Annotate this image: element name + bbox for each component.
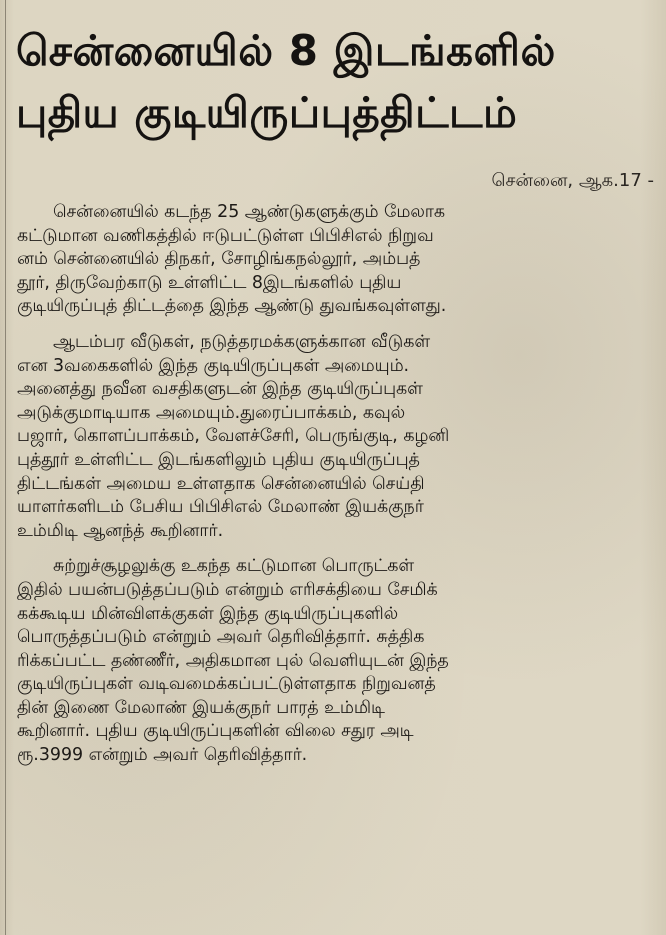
text-line: அடுக்குமாடியாக அமையும்.துரைப்பாக்கம், கவுல் — [17, 402, 406, 423]
text-line: ரூ.3999 என்றும் அவர் தெரிவித்தார். — [17, 745, 308, 766]
paragraph-1 — [17, 201, 655, 319]
text-line: பஜார், கொளப்பாக்கம், வேளச்சேரி, பெருங்குடி, கழனி — [17, 426, 450, 447]
text-line: என 3வகைகளில் இந்த குடியிருப்புகள் அமையும். — [17, 355, 410, 376]
text-line: உம்மிடி ஆனந்த் கூறினார். — [17, 520, 224, 541]
text-line: குடியிருப்புகள் வடிவமைக்கப்பட்டுள்ளதாக நிறுவனத் — [17, 674, 436, 695]
headline — [16, 20, 646, 144]
text-line: அனைத்து நவீன வசதிகளுடன் இந்த குடியிருப்புகள் — [17, 379, 423, 400]
paragraph-2 — [17, 331, 655, 543]
article-body — [17, 201, 655, 780]
text-line: இதில் பயன்படுத்தப்படும் என்றும் எரிசக்தியை சேமிக் — [17, 579, 438, 600]
column-rule — [5, 0, 6, 935]
text-line: சுற்றுச்சூழலுக்கு உகந்த கட்டுமான பொருட்கள் — [53, 556, 415, 577]
text-line: கக்கூடிய மின்விளக்குகள் இந்த குடியிருப்புகளில் — [17, 603, 399, 624]
text-line: கட்டுமான வணிகத்தில் ஈடுபட்டுள்ள பிபிசிஎல் நிறுவ — [17, 225, 434, 246]
text-line: னம் சென்னையில் திநகர், சோழிங்கநல்லூர், அம்பத் — [17, 249, 421, 270]
text-line: குடியிருப்புத் திட்டத்தை இந்த ஆண்டு துவங்கவுள்ளது. — [17, 296, 447, 317]
dateline: சென்னை, ஆக.17 - — [491, 170, 654, 191]
text-line: ரிக்கப்பட்ட தண்ணீர், அதிகமான புல் வெளியுடன் இந்த — [17, 650, 449, 671]
headline-line-1: சென்னையில் 8 இடங்களில் — [16, 26, 556, 75]
paragraph-3 — [17, 555, 655, 767]
text-line: ஆடம்பர வீடுகள், நடுத்தரமக்களுக்கான வீடுகள் — [53, 331, 431, 352]
text-line: திட்டங்கள் அமைய உள்ளதாக சென்னையில் செய்தி — [17, 473, 425, 494]
text-line: கூறினார். புதிய குடியிருப்புகளின் விலை சதுர அடி — [17, 721, 414, 742]
text-line: தூர், திருவேற்காடு உள்ளிட்ட 8இடங்களில் புதிய — [17, 272, 402, 293]
headline-line-2: புதிய குடியிருப்புத்திட்டம் — [16, 88, 518, 137]
text-line: புத்தூர் உள்ளிட்ட இடங்களிலும் புதிய குடியிருப்புத் — [17, 449, 420, 470]
text-line: தின் இணை மேலாண் இயக்குநர் பாரத் உம்மிடி — [17, 697, 385, 718]
text-line: யாளர்களிடம் பேசிய பிபிசிஎல் மேலாண் இயக்குநர் — [17, 497, 424, 518]
text-line: சென்னையில் கடந்த 25 ஆண்டுகளுக்கும் மேலாக — [53, 202, 445, 222]
text-line: பொருத்தப்படும் என்றும் அவர் தெரிவித்தார். சுத்திக — [17, 627, 425, 648]
